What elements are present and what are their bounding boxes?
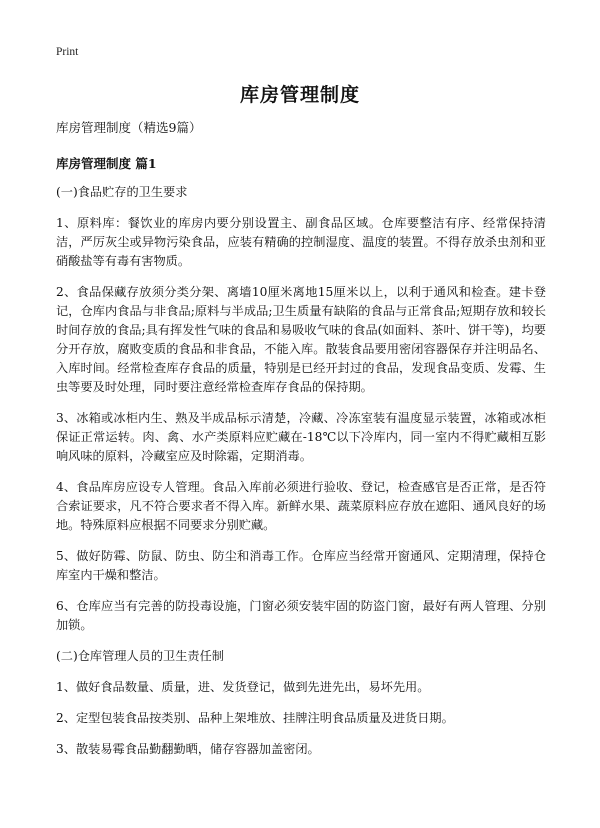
paragraph: 2、定型包装食品按类别、品种上架堆放、挂牌注明食品质量及进货日期。	[56, 711, 454, 725]
paragraph: 6、仓库应当有完善的防投毒设施，门窗必须安装牢固的防盗门窗，最好有两人管理、分别加锁。	[56, 599, 546, 632]
print-label: Print	[56, 46, 79, 58]
document-body	[56, 118, 546, 771]
paragraph: 1、做好食品数量、质量，进、发货登记，做到先进先出，易坏先用。	[56, 680, 430, 694]
paragraph: 3、冰箱或冰柜内生、熟及半成品标示清楚，冷藏、冷冻室装有温度显示装置，冰箱或冰柜保证正常运转。肉、禽、水产类原料应贮藏在-18℃以下冷库内，同一室内不得贮藏相互影响风味的原料，冷藏室应及时除霜，定期消毒。	[56, 411, 546, 463]
document-subtitle: 库房管理制度（精选9篇）	[56, 120, 202, 135]
paragraph: 2、食品保藏存放须分类分架、离墙10厘米离地15厘米以上，以利于通风和检查。建卡登记，仓库内食品与非食品;原料与半成品;卫生质量有缺陷的食品与正常食品;短期存放和较长时间存放的食品;具有挥发性气味的食品和易吸收气味的食品(如面料、茶叶、饼干等)，均要分开存放，腐败变质的食品和非食品，不能入库。散装食品要用密闭容器保存并注明品名、入库时间。经常检查库存食品的质量，特别是已经开封过的食品，发现食品变质、发霉、生虫等要及时处理，同时要注意经常检查库存食品的保持期。	[56, 285, 546, 394]
subsection-heading: (二)仓库管理人员的卫生责任制	[56, 649, 224, 663]
subsection-heading: (一)食品贮存的卫生要求	[56, 185, 188, 199]
section-title: 库房管理制度 篇1	[56, 156, 157, 171]
document-title: 库房管理制度	[239, 84, 360, 106]
paragraph: 1、原料库：餐饮业的库房内要分别设置主、副食品区域。仓库要整洁有序、经常保持清洁，严厉灰尘或异物污染食品，应装有精确的控制湿度、温度的装置。不得存放杀虫剂和亚硝酸盐等有毒有害物质。	[56, 216, 546, 268]
paragraph: 3、散装易霉食品勤翻勤晒，储存容器加盖密闭。	[56, 742, 320, 756]
paragraph: 4、食品库房应设专人管理。食品入库前必须进行验收、登记，检查感官是否正常，是否符合索证要求，凡不符合要求者不得入库。新鲜水果、蔬菜原料应存放在遮阳、通风良好的场地。特殊原料应根据不同要求分别贮藏。	[56, 480, 546, 532]
paragraph: 5、做好防霉、防鼠、防虫、防尘和消毒工作。仓库应当经常开窗通风、定期清理，保持仓库室内干燥和整洁。	[56, 549, 546, 582]
